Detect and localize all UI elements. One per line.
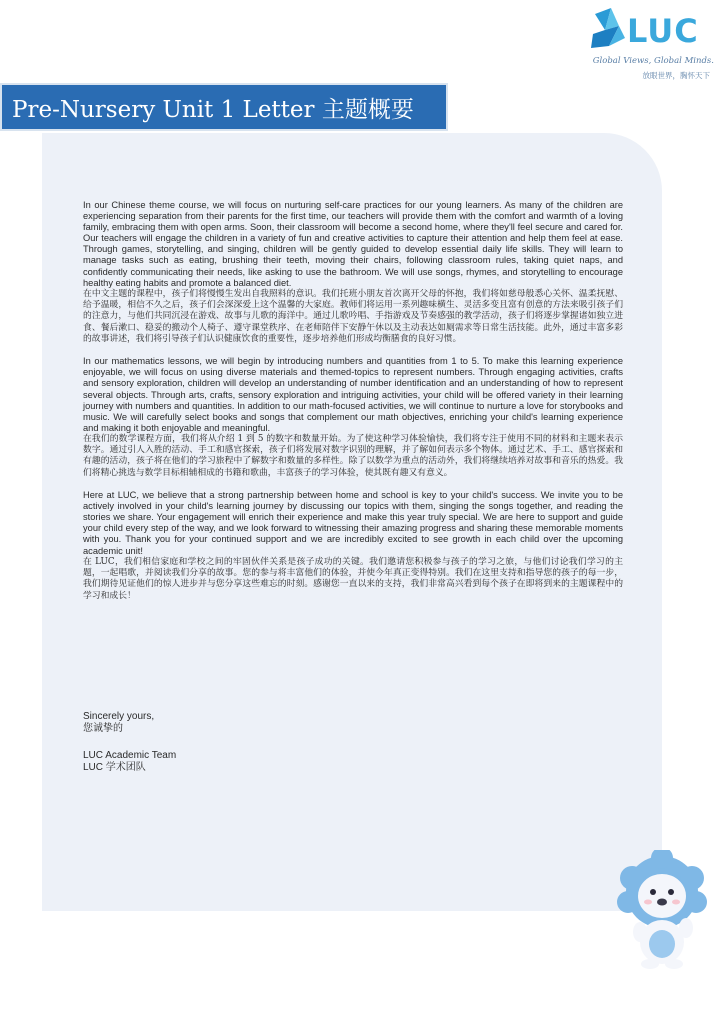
paragraph-chinese-course-en: In our Chinese theme course, we will focus on nurturing self-care practices for our young learners. As many of the children are experiencing separation from their parents for the first time, our teachers will provide them with the comfort and warmth of a loving family, embracing them with open arms. Soon, their classroom will become a second home, where they'll feel secure and cared for. Our teachers will engage the children in a variety of fun and creative activities to capture their attention and help them feel at ease. Through games, storytelling, and singing, children will be gently guided to develop essential daily life skills. They will learn to manage tasks such as eating, brushing their teeth, moving their chairs, following classroom rules, taking quiet naps, and confidently communicating their needs, like asking to use the bathroom. We will use songs, rhymes, and storytelling to encourage healthy eating habits and promote a balanced diet. [83,200,623,288]
logo-tagline-en: Global Views, Global Minds. [592,56,714,66]
paragraph-partnership-en: Here at LUC, we believe that a strong partnership between home and school is key to your child's success. We invite you to be actively involved in your child's learning journey by discussing our topics with them, singing the songs together, and reading the stories we share. Your engagement will enrich their experience and make this year truly special. We are here to support and guide your child every step of the way, and we look forward to witnessing their amazing progress and sharing these memorable moments with you. Thank you for your continued support and we are incredibly excited to see growth in each child over the upcoming academic unit! [83,490,623,556]
signature [83,750,383,774]
luc-logo-mark-icon [589,8,629,52]
lion-mascot-icon [612,850,714,970]
paragraph-math-en: In our mathematics lessons, we will begin by introducing numbers and quantities from 1 to 5. To make this learning experience enjoyable, we will focus on using diverse materials and themed-topics to represent numbers. Through engaging activities, crafts and sensory exploration, children will develop an understanding of number identification and an understanding of how to represent several objects. Through arts, crafts, sensory exploration and intriguing activities, your child will be offered variety in their learning journey with numbers and quantities. In addition to our math-focused activities, we will continue to nurture a love for storybooks and music. We will carefully select books and songs that complement our math objectives, enriching your child's learning experience and making it both enjoyable and meaningful. [83,356,623,433]
title-banner [0,83,448,131]
luc-logo [589,8,714,88]
closing-zh: 您诚挚的 [83,723,123,734]
signature-zh: LUC 学术团队 [83,762,146,773]
logo-wordmark: LUC [627,12,699,50]
logo-tagline-zh: 放眼世界，胸怀天下 [642,71,710,80]
page-title: Pre-Nursery Unit 1 Letter 主题概要 [12,96,414,123]
paragraph-chinese-course-zh: 在中文主题的课程中，孩子们将慢慢生发出自我照料的意识。我们托班小朋友首次离开父母的怀抱，我们将如慈母般悉心关怀、温柔抚慰、给予温暖，相信不久之后，孩子们会深深爱上这个温馨的大家庭。教师们将运用一系列趣味横生、灵活多变且富有创意的方法来吸引孩子们的注意力，与他们共同沉浸在游戏、故事与儿歌的海洋中。通过儿歌吟唱、手指游戏及节奏感强的教学活动，孩子们将逐步掌握诸如独立进食、餐后漱口、稳妥的搬动个人椅子、遵守课堂秩序、在老师陪伴下安静午休以及主动表达如厕需求等日常生活技能。此外，通过丰富多彩的故事讲述，我们将引导孩子们认识健康饮食的重要性，逐步培养他们形成均衡膳食的良好习惯。 [83,288,623,344]
closing-en: Sincerely yours, [83,711,155,722]
signature-en: LUC Academic Team [83,750,177,761]
letter-body [83,200,623,602]
paragraph-partnership-zh: 在 LUC，我们相信家庭和学校之间的牢固伙伴关系是孩子成功的关键。我们邀请您积极参与孩子的学习之旅，与他们讨论我们学习的主题，一起唱歌，并阅读我们分享的故事。您的参与将丰富他们的体验，并使今年真正变得特别。我们在这里支持和指导您的孩子的每一步，我们期待见证他们的惊人进步并与您分享这些难忘的时刻。感谢您一直以来的支持，我们非常高兴看到每个孩子在即将到来的主题课程中的学习和成长！ [83,556,623,601]
closing [83,711,383,735]
paragraph-math-zh: 在我们的数学课程方面，我们将从介绍 1 到 5 的数字和数量开始。为了使这种学习体验愉快，我们将专注于使用不同的材料和主题来表示数字。通过引人入胜的活动、手工和感官探索，孩子们将发展对数字识别的理解，并了解如何表示多个物体。通过艺术、手工、感官探索和有趣的活动，孩子将在他们的学习旅程中了解数字和数量的多样性。除了以数学为重点的活动外，我们将继续培养对故事和音乐的热爱。我们将精心挑选与数学目标相辅相成的书籍和歌曲，丰富孩子的学习体验，使其既有趣又有意义。 [83,433,623,478]
